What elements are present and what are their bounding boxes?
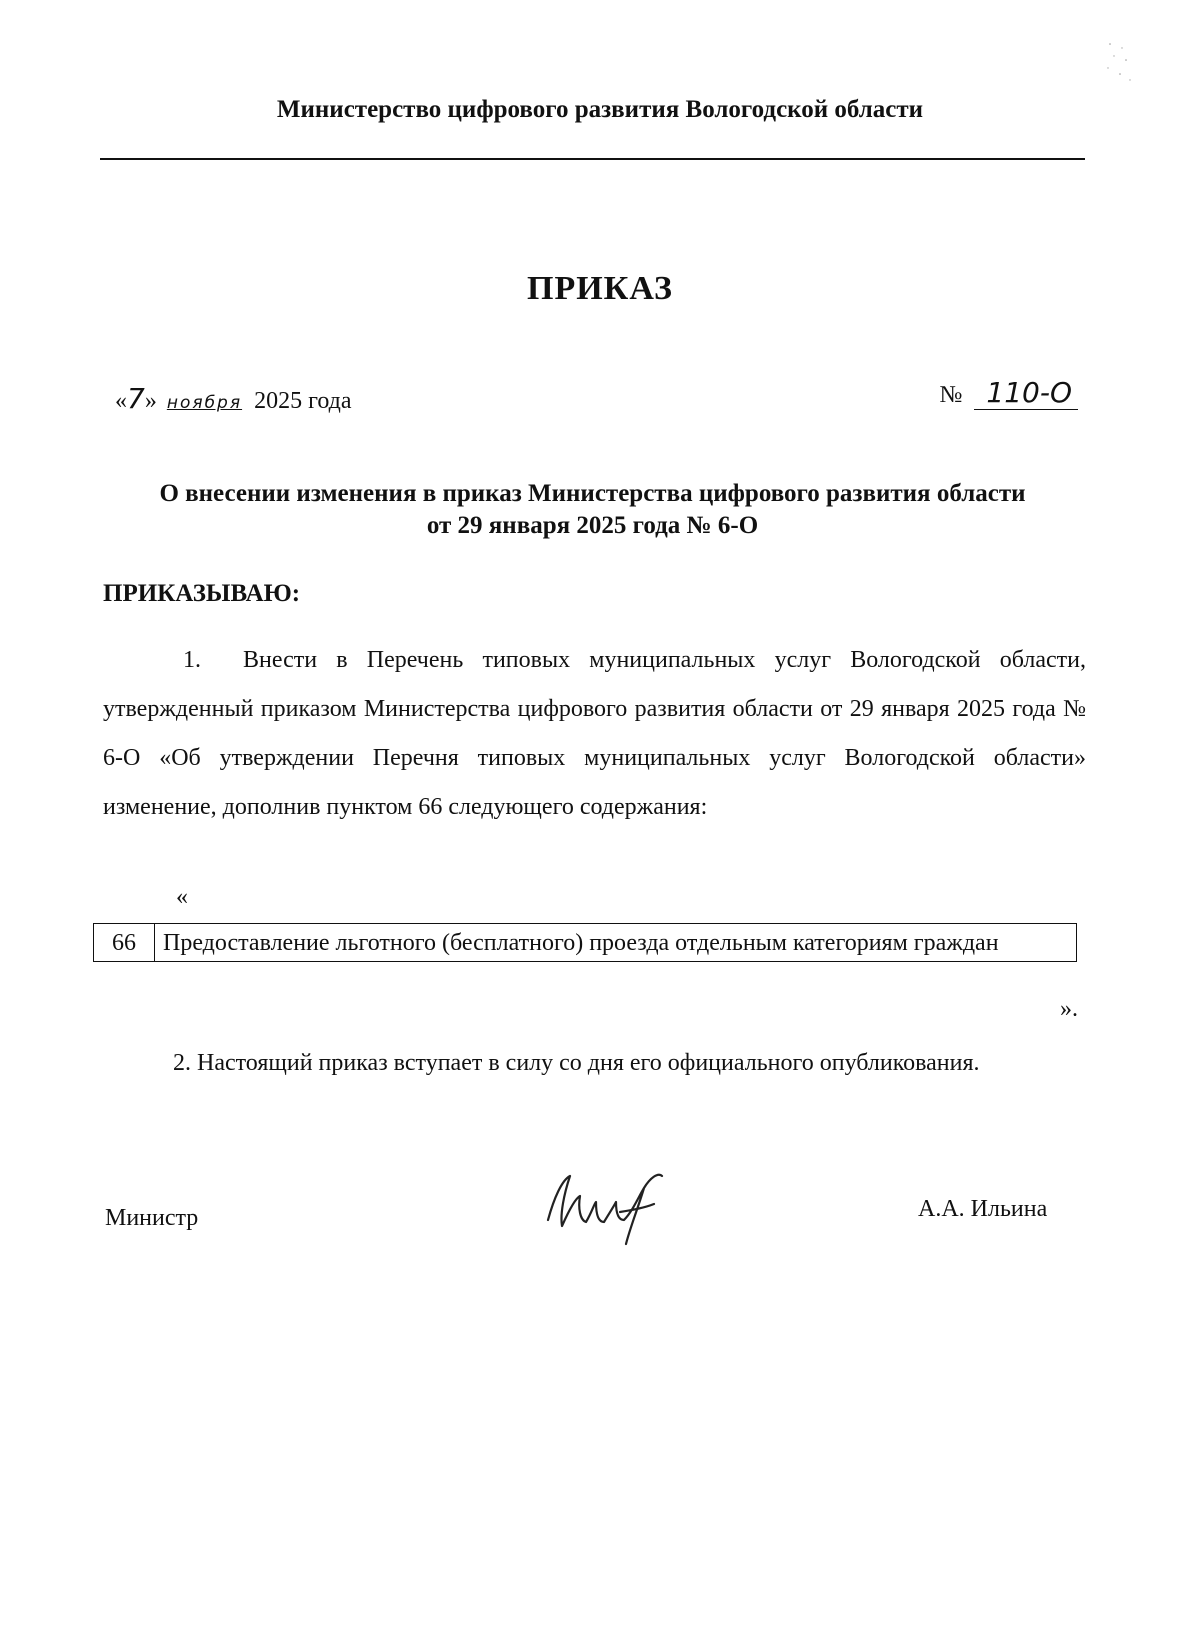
number-value: 110-О [974, 376, 1078, 410]
order-word: ПРИКАЗЫВАЮ: [103, 580, 301, 607]
paragraph-1-text: Внести в Перечень типовых муниципальных услуг Вологодской области, утвержденный приказом Министерства цифрового развития области от 29 января 2025 года № 6-О «Об утверждении Перечня типовых муниципальных услуг Вологодской области» изменение, дополнив пунктом 66 следующего содержания: [103, 647, 1086, 820]
quote-close: ». [1060, 996, 1078, 1022]
subject-line-1: О внесении изменения в приказ Министерства цифрового развития области [159, 480, 1026, 507]
header-divider [100, 158, 1085, 160]
scan-artifact-dots [1100, 40, 1140, 90]
number-sign: № [939, 382, 963, 408]
date-day: 7 [127, 382, 145, 415]
table-row [94, 924, 1077, 962]
inserted-item-table [93, 923, 1077, 962]
signer-position: Министр [105, 1205, 199, 1231]
document-date [115, 382, 352, 415]
paragraph-2 [103, 1039, 1086, 1088]
date-open-quote: « [115, 388, 127, 414]
paragraph-1 [103, 636, 1086, 832]
date-close-quote: » [144, 388, 157, 414]
document-title: ПРИКАЗ [527, 270, 673, 307]
paragraph-2-text: 2. Настоящий приказ вступает в силу со дня его официального опубликования. [173, 1050, 980, 1076]
date-year: 2025 года [254, 388, 352, 414]
handwritten-signature [540, 1168, 670, 1248]
date-month: ноября [166, 393, 243, 413]
quote-open: « [176, 884, 188, 910]
item-text-cell: Предоставление льготного (бесплатного) проезда отдельным категориям граждан [155, 924, 1077, 962]
document-number [940, 376, 1079, 409]
signer-name: А.А. Ильина [918, 1196, 1048, 1222]
paragraph-1-number: 1. [183, 647, 201, 673]
document-subject [100, 478, 1085, 542]
item-number-cell: 66 [94, 924, 155, 962]
ministry-header: Министерство цифрового развития Вологодской области [276, 96, 924, 123]
subject-line-2: от 29 января 2025 года № 6-О [426, 512, 759, 539]
